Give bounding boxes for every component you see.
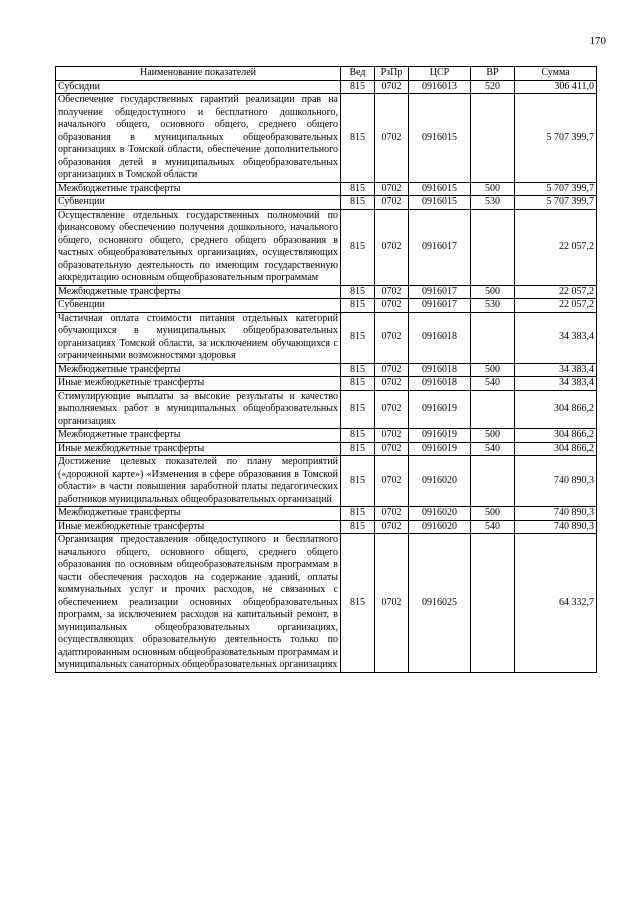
table-row: [56, 377, 597, 391]
row-ved: 815: [341, 507, 375, 521]
table-row: [56, 94, 597, 183]
row-name: Осуществление отдельных государственных полномочий по финансовому обеспечению получения дошкольного, начального общего, основного общего, среднего общего образования в частных общеобразовательных организациях, осуществляющих образовательную деятельность по имеющим государственную аккредитацию основным общеобразовательным программам: [56, 209, 341, 285]
row-ved: 815: [341, 363, 375, 377]
row-rzpr: 0702: [375, 534, 409, 673]
row-sum: 5 707 399,7: [515, 94, 597, 183]
row-ved: 815: [341, 442, 375, 456]
row-vr: 540: [471, 377, 515, 391]
row-name: Межбюджетные трансферты: [56, 507, 341, 521]
row-ved: 815: [341, 182, 375, 196]
row-rzpr: 0702: [375, 442, 409, 456]
row-sum: 740 890,3: [515, 507, 597, 521]
row-rzpr: 0702: [375, 312, 409, 363]
row-rzpr: 0702: [375, 390, 409, 429]
row-ved: 815: [341, 520, 375, 534]
row-name: Частичная оплата стоимости питания отдельных категорий обучающихся в муниципальных общеобразовательных организациях Томской области, за исключением обучающихся с ограниченными возможностями здоровья: [56, 312, 341, 363]
row-sum: 34 383,4: [515, 363, 597, 377]
col-ved-header: Вед: [341, 67, 375, 81]
row-name: Стимулирующие выплаты за высокие результаты и качество выполняемых работ в муниципальных общеобразовательных организациях: [56, 390, 341, 429]
row-rzpr: 0702: [375, 285, 409, 299]
row-csr: 0916025: [409, 534, 471, 673]
row-vr: [471, 312, 515, 363]
row-sum: 740 890,3: [515, 520, 597, 534]
row-ved: 815: [341, 534, 375, 673]
row-vr: 520: [471, 80, 515, 94]
row-vr: [471, 534, 515, 673]
row-ved: 815: [341, 196, 375, 210]
row-ved: 815: [341, 80, 375, 94]
table-row: [56, 196, 597, 210]
row-vr: 540: [471, 442, 515, 456]
row-name: Иные межбюджетные трансферты: [56, 520, 341, 534]
table-row: [56, 390, 597, 429]
row-csr: 0916020: [409, 507, 471, 521]
table-row: [56, 312, 597, 363]
row-csr: 0916015: [409, 196, 471, 210]
table-row: [56, 456, 597, 507]
row-rzpr: 0702: [375, 429, 409, 443]
row-sum: 22 057,2: [515, 285, 597, 299]
row-name: Организация предоставления общедоступного и бесплатного начального общего, основного общего, среднего общего образования по основным общеобразовательным программам в части обеспечения расходов на содержание зданий, оплаты коммунальных услуг и прочих расходов, не связанных с обеспечением реализации основных общеобразовательных программ, за исключением расходов на капитальный ремонт, в муниципальных общеобразовательных организациях, осуществляющих образовательную деятельность только по адаптированным основным общеобразовательным программам и муниципальных санаторных общеобразовательных организациях: [56, 534, 341, 673]
row-csr: 0916017: [409, 285, 471, 299]
row-rzpr: 0702: [375, 299, 409, 313]
row-rzpr: 0702: [375, 377, 409, 391]
row-ved: 815: [341, 390, 375, 429]
row-name: Межбюджетные трансферты: [56, 429, 341, 443]
row-csr: 0916020: [409, 456, 471, 507]
row-rzpr: 0702: [375, 94, 409, 183]
table-row: [56, 520, 597, 534]
row-ved: 815: [341, 377, 375, 391]
row-csr: 0916019: [409, 442, 471, 456]
row-csr: 0916017: [409, 299, 471, 313]
row-vr: 500: [471, 363, 515, 377]
row-name: Достижение целевых показателей по плану мероприятий («дорожной карте») «Изменения в сфере образования в Томской области» в части повышения заработной платы педагогических работников муниципальных общеобразовательных организаций: [56, 456, 341, 507]
row-csr: 0916018: [409, 363, 471, 377]
row-name: Межбюджетные трансферты: [56, 363, 341, 377]
row-rzpr: 0702: [375, 507, 409, 521]
row-name: Субвенции: [56, 196, 341, 210]
row-ved: 815: [341, 299, 375, 313]
row-name: Обеспечение государственных гарантий реализации прав на получение общедоступного и бесплатного дошкольного, начального общего, основного общего, среднего общего образования в муниципальных общеобразовательных организациях в Томской области, обеспечение дополнительного образования детей в муниципальных общеобразовательных организациях в Томской области: [56, 94, 341, 183]
table-row: [56, 507, 597, 521]
table-row: [56, 534, 597, 673]
row-rzpr: 0702: [375, 363, 409, 377]
row-ved: 815: [341, 209, 375, 285]
row-sum: 304 866,2: [515, 429, 597, 443]
row-sum: 22 057,2: [515, 209, 597, 285]
row-sum: 304 866,2: [515, 390, 597, 429]
col-rzpr-header: РзПр: [375, 67, 409, 81]
row-name: Субвенции: [56, 299, 341, 313]
row-csr: 0916018: [409, 377, 471, 391]
row-rzpr: 0702: [375, 182, 409, 196]
row-csr: 0916019: [409, 390, 471, 429]
row-ved: 815: [341, 429, 375, 443]
row-rzpr: 0702: [375, 209, 409, 285]
col-csr-header: ЦСР: [409, 67, 471, 81]
row-name: Субсидии: [56, 80, 341, 94]
row-vr: [471, 209, 515, 285]
row-ved: 815: [341, 456, 375, 507]
row-name: Межбюджетные трансферты: [56, 285, 341, 299]
table-row: [56, 429, 597, 443]
row-csr: 0916013: [409, 80, 471, 94]
table-row: [56, 363, 597, 377]
row-sum: 740 890,3: [515, 456, 597, 507]
row-vr: 500: [471, 507, 515, 521]
row-vr: 500: [471, 182, 515, 196]
col-name-header: Наименование показателей: [56, 67, 341, 81]
row-sum: 306 411,0: [515, 80, 597, 94]
row-sum: 304 866,2: [515, 442, 597, 456]
page-number: 170: [589, 35, 606, 47]
row-sum: 5 707 399,7: [515, 182, 597, 196]
row-vr: 530: [471, 196, 515, 210]
table-row: [56, 299, 597, 313]
row-csr: 0916017: [409, 209, 471, 285]
row-csr: 0916015: [409, 94, 471, 183]
table-row: [56, 442, 597, 456]
row-csr: 0916019: [409, 429, 471, 443]
row-name: Иные межбюджетные трансферты: [56, 442, 341, 456]
budget-table: [55, 66, 597, 673]
row-name: Межбюджетные трансферты: [56, 182, 341, 196]
row-rzpr: 0702: [375, 520, 409, 534]
row-sum: 22 057,2: [515, 299, 597, 313]
row-csr: 0916015: [409, 182, 471, 196]
row-vr: 500: [471, 429, 515, 443]
row-rzpr: 0702: [375, 196, 409, 210]
row-name: Иные межбюджетные трансферты: [56, 377, 341, 391]
table-row: [56, 209, 597, 285]
row-vr: 500: [471, 285, 515, 299]
row-ved: 815: [341, 285, 375, 299]
col-vr-header: ВР: [471, 67, 515, 81]
row-csr: 0916018: [409, 312, 471, 363]
table-row: [56, 285, 597, 299]
row-vr: [471, 94, 515, 183]
row-ved: 815: [341, 312, 375, 363]
table-header-row: [56, 67, 597, 81]
row-rzpr: 0702: [375, 80, 409, 94]
row-sum: 64 332,7: [515, 534, 597, 673]
row-vr: [471, 390, 515, 429]
row-sum: 34 383,4: [515, 377, 597, 391]
table-row: [56, 182, 597, 196]
row-sum: 34 383,4: [515, 312, 597, 363]
row-vr: [471, 456, 515, 507]
row-vr: 540: [471, 520, 515, 534]
row-ved: 815: [341, 94, 375, 183]
row-rzpr: 0702: [375, 456, 409, 507]
table-row: [56, 80, 597, 94]
row-csr: 0916020: [409, 520, 471, 534]
row-sum: 5 707 399,7: [515, 196, 597, 210]
col-sum-header: Сумма: [515, 67, 597, 81]
row-vr: 530: [471, 299, 515, 313]
